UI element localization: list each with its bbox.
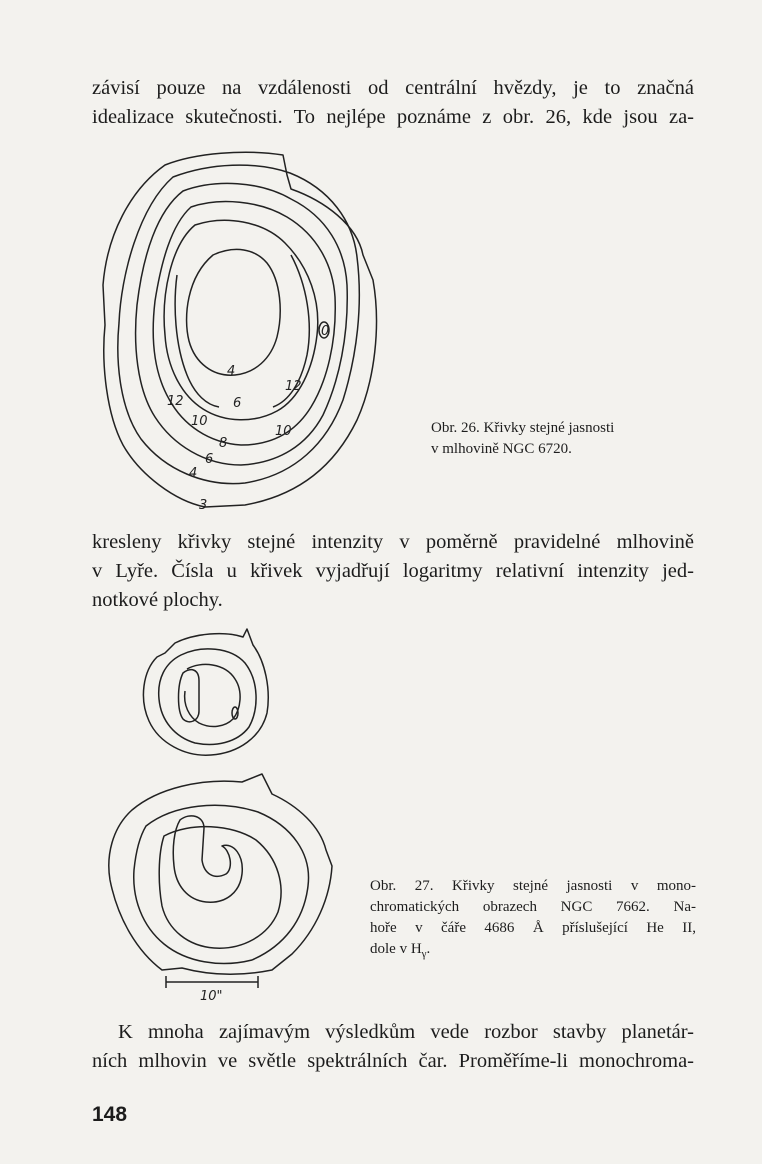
caption-line: Obr. 26. Křivky stejné jasnosti <box>431 420 615 436</box>
label-12: 12 <box>167 394 184 409</box>
figure-27-caption <box>370 876 696 965</box>
caption-line: hoře v čáře 4686 Å příslušející He II, <box>370 920 696 936</box>
contour-outer <box>143 629 268 755</box>
caption-text: dole v H <box>370 941 422 957</box>
label-0: 0 <box>321 324 330 339</box>
text-line: kresleny křivky stejné intenzity v poměrně pravidelné mlhovině <box>92 531 694 553</box>
intro-paragraph <box>92 74 694 132</box>
caption-line: v mlhovině NGC 6720. <box>431 441 572 457</box>
text-line: K mnoha zajímavým výsledkům vede rozbor stavby planetár- <box>118 1021 694 1043</box>
text-line: ních mlhovin ve světle spektrálních čar. Proměříme-li monochroma- <box>92 1050 694 1072</box>
text-line: v Lyře. Čísla u křivek vyjadřují logaritmy relativní intenzity jed- <box>92 560 694 582</box>
text-line: notkové plochy. <box>92 589 223 611</box>
gamma-subscript: γ <box>421 948 427 960</box>
contour-6 <box>136 183 348 465</box>
label-4: 4 <box>189 466 198 481</box>
label-3: 3 <box>199 498 208 513</box>
label-10: 10 <box>191 414 208 429</box>
middle-paragraph <box>92 528 694 615</box>
contour-core <box>179 670 200 722</box>
label-10: 10 <box>275 424 292 439</box>
text-line: idealizace skutečnosti. To nejlépe poznáme z obr. 26, kde jsou za- <box>92 106 694 128</box>
scale-label: 10" <box>200 989 223 1004</box>
contour-inner <box>159 827 281 949</box>
figure-26-contour-map <box>95 145 395 525</box>
caption-line: Obr. 27. Křivky stejné jasnosti v mono- <box>370 878 696 894</box>
figure-27-h-gamma-contours <box>102 770 342 1005</box>
closing-paragraph <box>92 1018 694 1076</box>
caption-line <box>370 939 696 965</box>
figure-27-he-ii-contours <box>135 625 275 765</box>
text-line: závisí pouze na vzdálenosti od centrální hvězdy, je to značná <box>92 77 694 99</box>
contour-inner-4 <box>187 249 281 375</box>
label-6: 6 <box>233 396 242 411</box>
contour-middle <box>159 649 256 745</box>
page-number: 148 <box>92 1103 128 1126</box>
contour-outer <box>109 774 332 974</box>
label-8: 8 <box>219 436 228 451</box>
label-4: 4 <box>227 364 236 379</box>
contour-inner <box>185 664 240 726</box>
figure-26-caption <box>431 418 614 460</box>
label-6: 6 <box>205 452 214 467</box>
caption-line: chromatických obrazech NGC 7662. Na- <box>370 899 696 915</box>
scale-bar <box>166 976 258 988</box>
caption-period: . <box>426 941 431 957</box>
label-12: 12 <box>285 379 302 394</box>
